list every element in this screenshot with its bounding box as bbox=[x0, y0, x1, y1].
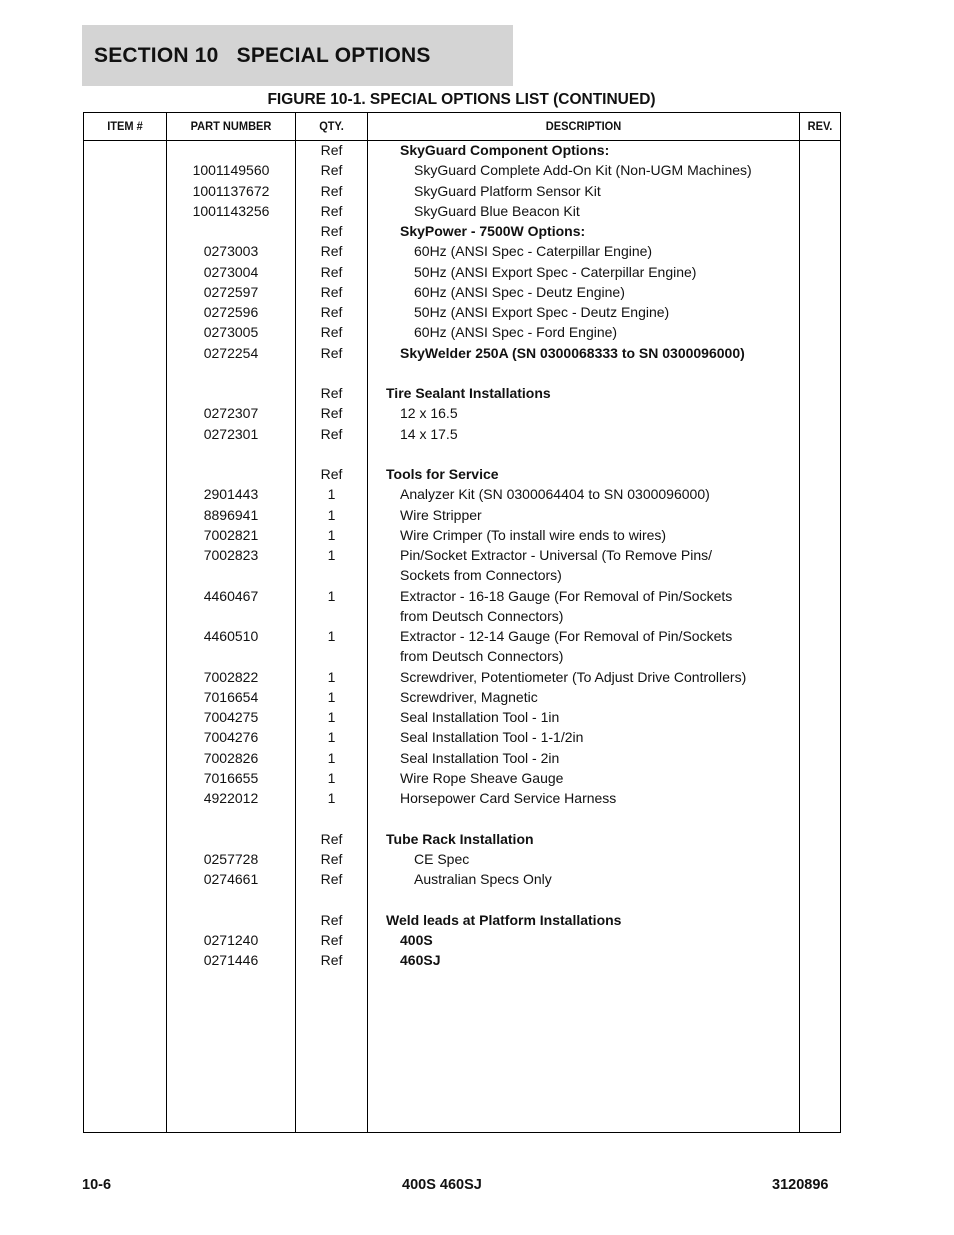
table-row bbox=[84, 647, 840, 667]
qty-cell: 1 bbox=[327, 547, 336, 563]
part-number-cell: 0271240 bbox=[203, 931, 259, 948]
part-number-cell: 7002822 bbox=[203, 668, 259, 685]
part-number-cell: 4922012 bbox=[203, 790, 259, 806]
description-cell: from Deutsch Connectors) bbox=[400, 648, 564, 665]
table-row bbox=[84, 526, 840, 546]
description-cell: SkyGuard Component Options: bbox=[400, 142, 610, 158]
qty-cell: Ref bbox=[320, 466, 343, 482]
qty-cell: 1 bbox=[327, 709, 336, 725]
table-row bbox=[84, 404, 840, 424]
table-row bbox=[84, 587, 840, 607]
table-row bbox=[84, 222, 840, 242]
table-row bbox=[84, 506, 840, 526]
table-row bbox=[84, 465, 840, 485]
table-row bbox=[84, 668, 840, 688]
part-number-cell: 0272597 bbox=[203, 283, 259, 300]
table-row bbox=[84, 263, 840, 283]
part-number-cell: 7002821 bbox=[203, 526, 259, 543]
qty-cell: Ref bbox=[320, 871, 343, 887]
description-cell: 400S bbox=[400, 931, 433, 948]
qty-cell: Ref bbox=[320, 283, 343, 300]
table-row bbox=[84, 323, 840, 343]
qty-cell: Ref bbox=[320, 344, 343, 361]
description-cell: 60Hz (ANSI Spec - Ford Engine) bbox=[414, 324, 618, 341]
qty-cell: Ref bbox=[320, 425, 343, 442]
qty-cell: 1 bbox=[327, 587, 336, 604]
qty-cell: Ref bbox=[320, 850, 343, 867]
part-number-cell: 4460510 bbox=[203, 628, 259, 644]
part-number-cell: 0272254 bbox=[203, 344, 259, 361]
qty-cell: Ref bbox=[320, 142, 343, 158]
qty-cell: Ref bbox=[320, 931, 343, 948]
model-name: 400S 460SJ bbox=[402, 1177, 482, 1193]
description-cell: SkyGuard Blue Beacon Kit bbox=[414, 202, 580, 219]
part-number-cell: 7016654 bbox=[203, 688, 259, 705]
part-number-cell: 1001149560 bbox=[192, 162, 270, 179]
table-row bbox=[84, 830, 840, 850]
table-row bbox=[84, 242, 840, 262]
table-row bbox=[84, 425, 840, 445]
qty-cell: Ref bbox=[320, 263, 343, 280]
part-number-cell: 1001137672 bbox=[192, 182, 270, 199]
description-cell: Screwdriver, Potentiometer (To Adjust Drive Controllers) bbox=[400, 668, 747, 685]
table-row bbox=[84, 344, 840, 364]
table-row bbox=[84, 141, 840, 161]
table-row bbox=[84, 607, 840, 627]
description-cell: Australian Specs Only bbox=[414, 871, 552, 887]
qty-cell: 1 bbox=[327, 668, 336, 685]
qty-cell: Ref bbox=[320, 830, 343, 847]
page-number: 10-6 bbox=[82, 1177, 112, 1193]
parts-table bbox=[83, 112, 841, 1133]
part-number-cell: 0274661 bbox=[203, 871, 259, 887]
description-cell: Wire Stripper bbox=[400, 506, 482, 523]
header-part-number: PART NUMBER bbox=[190, 119, 272, 133]
section-banner bbox=[82, 25, 513, 86]
table-row bbox=[84, 627, 840, 647]
part-number-cell: 7002823 bbox=[203, 547, 259, 563]
table-row bbox=[84, 850, 840, 870]
description-cell: Tools for Service bbox=[386, 466, 499, 482]
description-cell: Seal Installation Tool - 1in bbox=[400, 709, 560, 725]
table-row bbox=[84, 728, 840, 748]
qty-cell: 1 bbox=[327, 729, 336, 746]
part-number-cell: 0273003 bbox=[203, 243, 259, 260]
description-cell: 60Hz (ANSI Spec - Deutz Engine) bbox=[414, 283, 625, 300]
part-number-cell: 0273005 bbox=[203, 324, 259, 341]
qty-cell: Ref bbox=[320, 385, 343, 401]
header-qty: QTY. bbox=[319, 119, 344, 133]
section-title: SECTION 10 SPECIAL OPTIONS bbox=[94, 43, 431, 67]
table-row bbox=[84, 182, 840, 202]
figure-title: FIGURE 10-1. SPECIAL OPTIONS LIST (CONTINUED) bbox=[267, 91, 656, 108]
table-row bbox=[84, 749, 840, 769]
qty-cell: Ref bbox=[320, 182, 343, 199]
part-number-cell: 0272307 bbox=[203, 405, 259, 422]
description-cell: 460SJ bbox=[400, 952, 441, 968]
part-number-cell: 4460467 bbox=[203, 587, 259, 604]
qty-cell: Ref bbox=[320, 162, 343, 179]
table-row bbox=[84, 485, 840, 505]
table-row bbox=[84, 809, 840, 829]
table-body bbox=[84, 141, 840, 971]
part-number-cell: 7016655 bbox=[203, 769, 259, 786]
part-number-cell: 0272301 bbox=[203, 425, 259, 442]
header-description: DESCRIPTION bbox=[545, 119, 622, 133]
description-cell: Tire Sealant Installations bbox=[386, 385, 551, 401]
table-row bbox=[84, 566, 840, 586]
description-cell: SkyPower - 7500W Options: bbox=[400, 223, 586, 239]
table-row bbox=[84, 283, 840, 303]
description-cell: Wire Rope Sheave Gauge bbox=[400, 769, 564, 786]
table-row bbox=[84, 384, 840, 404]
description-cell: Extractor - 12-14 Gauge (For Removal of Pin/Sockets bbox=[400, 628, 733, 644]
table-row bbox=[84, 911, 840, 931]
description-cell: SkyGuard Complete Add-On Kit (Non-UGM Machines) bbox=[414, 162, 752, 179]
document-number: 3120896 bbox=[772, 1177, 829, 1193]
description-cell: 12 x 16.5 bbox=[400, 405, 458, 422]
part-number-cell: 7002826 bbox=[203, 749, 259, 766]
qty-cell: 1 bbox=[327, 506, 336, 523]
description-cell: Horsepower Card Service Harness bbox=[400, 790, 617, 806]
description-cell: 60Hz (ANSI Spec - Caterpillar Engine) bbox=[414, 243, 653, 260]
description-cell: Seal Installation Tool - 1-1/2in bbox=[400, 729, 584, 746]
table-row bbox=[84, 951, 840, 971]
table-row bbox=[84, 303, 840, 323]
qty-cell: 1 bbox=[327, 688, 336, 705]
table-row bbox=[84, 769, 840, 789]
qty-cell: Ref bbox=[320, 243, 343, 260]
description-cell: 50Hz (ANSI Export Spec - Caterpillar Engine) bbox=[414, 263, 697, 280]
part-number-cell: 0257728 bbox=[203, 850, 259, 867]
part-number-cell: 7004275 bbox=[203, 709, 259, 725]
description-cell: Extractor - 16-18 Gauge (For Removal of Pin/Sockets bbox=[400, 587, 733, 604]
qty-cell: Ref bbox=[320, 911, 343, 928]
table-row bbox=[84, 688, 840, 708]
qty-cell: 1 bbox=[327, 790, 336, 806]
description-cell: Wire Crimper (To install wire ends to wires) bbox=[400, 526, 667, 543]
part-number-cell: 7004276 bbox=[203, 729, 259, 746]
description-cell: Tube Rack Installation bbox=[386, 830, 534, 847]
table-row bbox=[84, 708, 840, 728]
description-cell: SkyWelder 250A (SN 0300068333 to SN 0300096000) bbox=[400, 344, 745, 361]
header-rev: REV. bbox=[807, 119, 833, 133]
table-row bbox=[84, 202, 840, 222]
part-number-cell: 2901443 bbox=[203, 486, 259, 503]
table-row bbox=[84, 364, 840, 384]
qty-cell: Ref bbox=[320, 952, 343, 968]
part-number-cell: 8896941 bbox=[203, 506, 259, 523]
table-row bbox=[84, 931, 840, 951]
header-item: ITEM # bbox=[107, 119, 143, 133]
qty-cell: 1 bbox=[327, 749, 336, 766]
qty-cell: 1 bbox=[327, 526, 336, 543]
description-cell: Analyzer Kit (SN 0300064404 to SN 0300096000) bbox=[400, 486, 710, 503]
qty-cell: 1 bbox=[327, 628, 336, 644]
qty-cell: 1 bbox=[327, 486, 336, 503]
qty-cell: Ref bbox=[320, 304, 343, 320]
description-cell: Weld leads at Platform Installations bbox=[386, 911, 622, 928]
part-number-cell: 0272596 bbox=[203, 304, 259, 320]
qty-cell: Ref bbox=[320, 324, 343, 341]
part-number-cell: 1001143256 bbox=[192, 202, 270, 219]
table-row bbox=[84, 870, 840, 890]
qty-cell: Ref bbox=[320, 202, 343, 219]
table-row bbox=[84, 445, 840, 465]
description-cell: Seal Installation Tool - 2in bbox=[400, 749, 560, 766]
table-row bbox=[84, 890, 840, 910]
qty-cell: Ref bbox=[320, 223, 343, 239]
description-cell: Sockets from Connectors) bbox=[400, 567, 562, 584]
description-cell: from Deutsch Connectors) bbox=[400, 607, 564, 624]
description-cell: 14 x 17.5 bbox=[400, 425, 458, 442]
description-cell: CE Spec bbox=[414, 850, 470, 867]
description-cell: SkyGuard Platform Sensor Kit bbox=[414, 182, 601, 199]
description-cell: 50Hz (ANSI Export Spec - Deutz Engine) bbox=[414, 304, 670, 320]
table-row bbox=[84, 789, 840, 809]
description-cell: Pin/Socket Extractor - Universal (To Remove Pins/ bbox=[400, 547, 712, 563]
qty-cell: 1 bbox=[327, 769, 336, 786]
qty-cell: Ref bbox=[320, 405, 343, 422]
part-number-cell: 0273004 bbox=[203, 263, 259, 280]
description-cell: Screwdriver, Magnetic bbox=[400, 688, 538, 705]
table-row bbox=[84, 546, 840, 566]
part-number-cell: 0271446 bbox=[203, 952, 259, 968]
table-row bbox=[84, 161, 840, 181]
